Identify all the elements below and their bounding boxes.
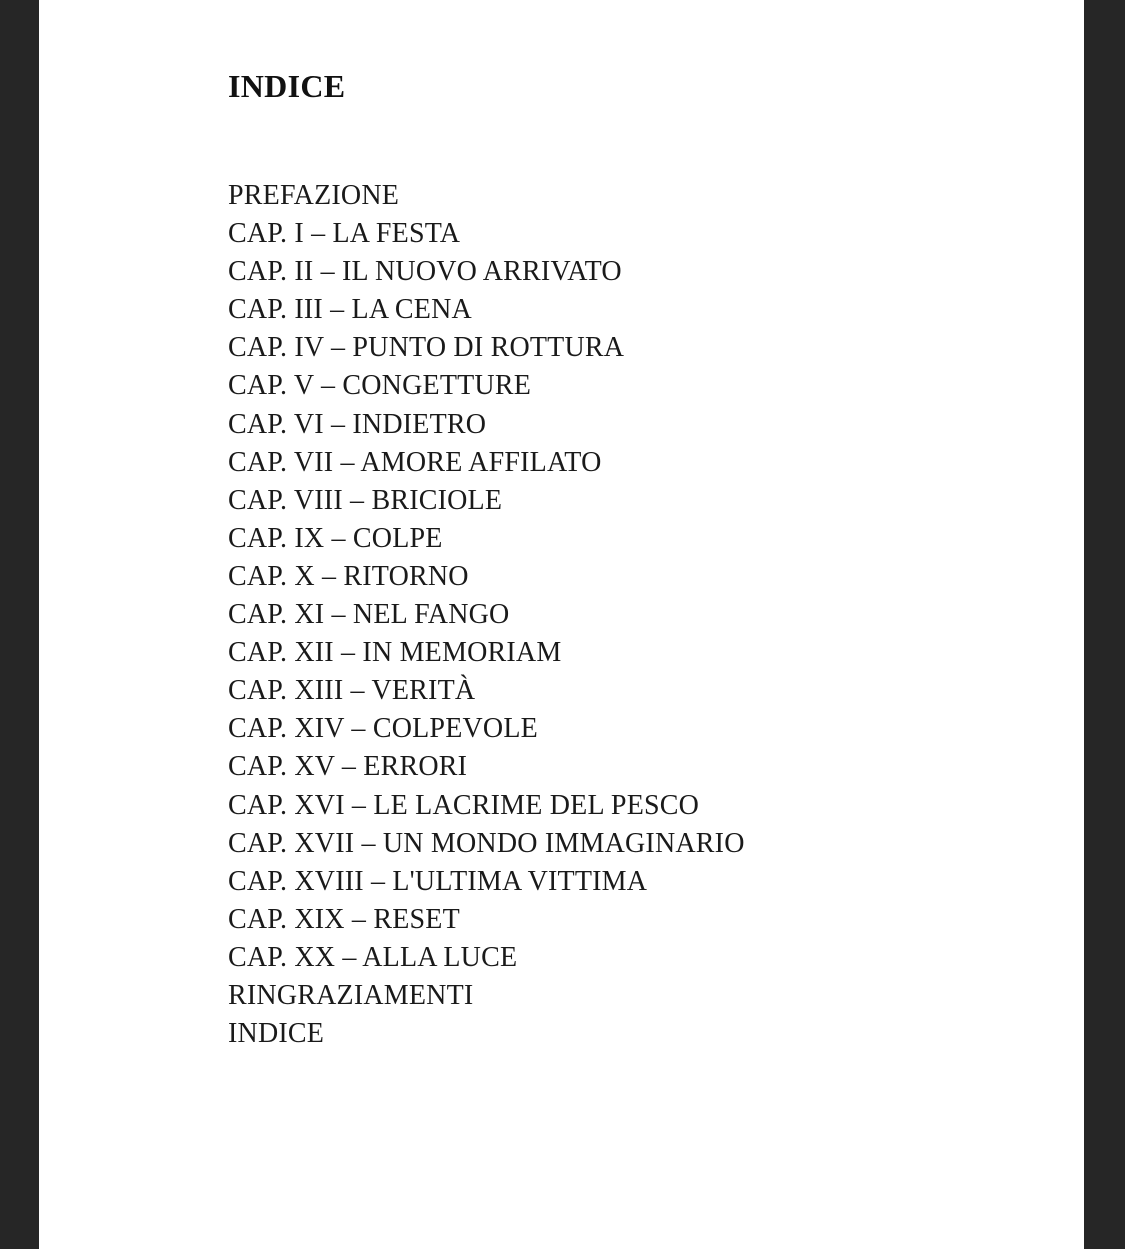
toc-entry: CAP. IX – COLPE bbox=[228, 522, 443, 554]
toc-entry: CAP. XVII – UN MONDO IMMAGINARIO bbox=[228, 827, 745, 859]
toc-entry: CAP. XIII – VERITÀ bbox=[228, 675, 476, 707]
toc-entry: CAP. VIII – BRICIOLE bbox=[228, 484, 503, 516]
toc-entry: CAP. III – LA CENA bbox=[228, 294, 472, 326]
toc-entry: CAP. XIV – COLPEVOLE bbox=[228, 713, 538, 745]
toc-entry: CAP. II – IL NUOVO ARRIVATO bbox=[228, 256, 622, 288]
toc-entry: CAP. X – RITORNO bbox=[228, 560, 469, 592]
toc-entry: CAP. XII – IN MEMORIAM bbox=[228, 637, 562, 669]
toc-entry: CAP. VI – INDIETRO bbox=[228, 408, 487, 440]
table-of-contents bbox=[228, 177, 745, 1053]
page-title: INDICE bbox=[228, 68, 346, 104]
toc-entry: PREFAZIONE bbox=[228, 180, 400, 211]
toc-entry: CAP. XVI – LE LACRIME DEL PESCO bbox=[228, 789, 700, 821]
toc-entry: INDICE bbox=[228, 1018, 325, 1050]
toc-entry: CAP. V – CONGETTURE bbox=[228, 370, 532, 402]
toc-entry: CAP. XX – ALLA LUCE bbox=[228, 941, 518, 973]
toc-entry: CAP. XIX – RESET bbox=[228, 903, 460, 935]
toc-entry: CAP. XI – NEL FANGO bbox=[228, 599, 510, 631]
toc-entry: CAP. XVIII – L'ULTIMA VITTIMA bbox=[228, 865, 648, 897]
document-page bbox=[39, 0, 1084, 1249]
toc-entry: CAP. I – LA FESTA bbox=[228, 218, 461, 250]
toc-entry: CAP. VII – AMORE AFFILATO bbox=[228, 446, 602, 478]
toc-entry: CAP. XV – ERRORI bbox=[228, 751, 468, 783]
toc-entry: CAP. IV – PUNTO DI ROTTURA bbox=[228, 332, 625, 364]
toc-entry: RINGRAZIAMENTI bbox=[228, 979, 474, 1011]
